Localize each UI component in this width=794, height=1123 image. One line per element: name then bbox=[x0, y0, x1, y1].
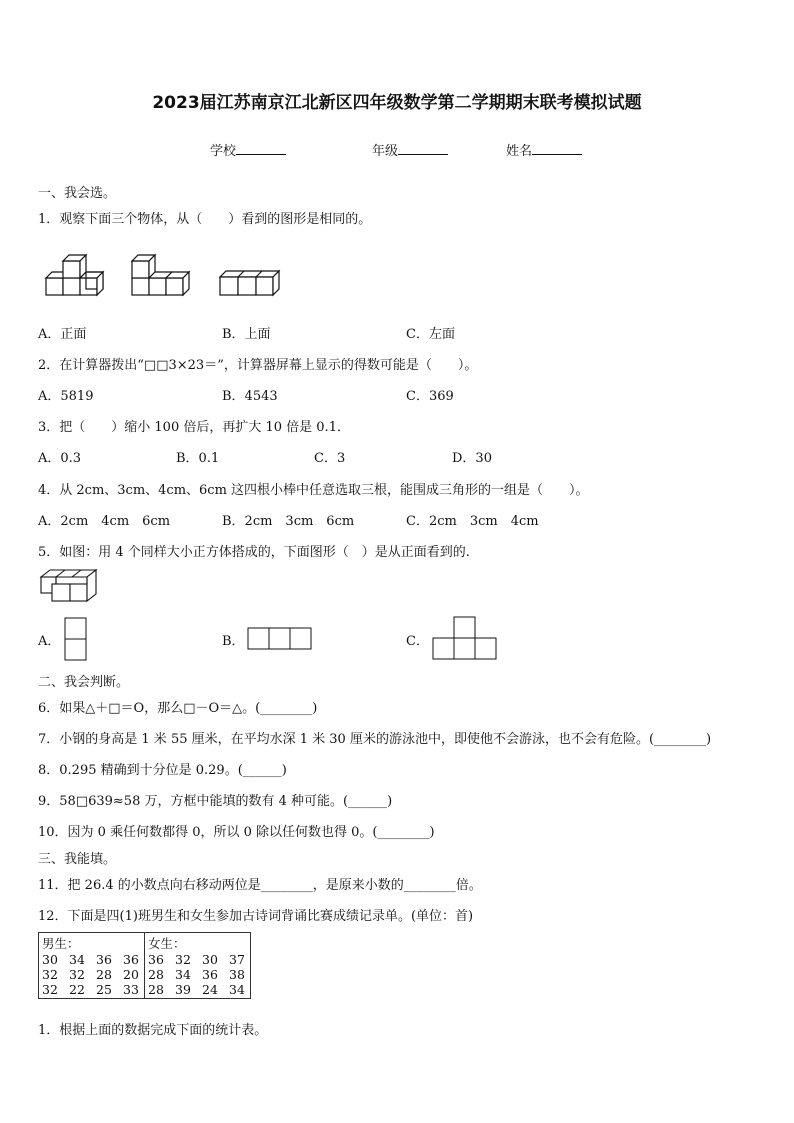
girls-scores: 女生： 36 32 30 37 28 34 36 38 28 39 24 34 bbox=[145, 933, 251, 999]
option-a: A．5819 bbox=[38, 389, 94, 404]
option-c: C．3 bbox=[314, 451, 346, 466]
option-c: C．左面 bbox=[406, 327, 455, 342]
option-c: C． bbox=[406, 634, 429, 649]
grade-field: 年级 bbox=[372, 140, 448, 159]
option-b: B． bbox=[222, 634, 245, 649]
cube-figure-2 bbox=[130, 250, 200, 300]
question-11: 11．把 26.4 的小数点向右移动两位是________，是原来小数的________倍。 bbox=[38, 878, 482, 893]
front-view-a bbox=[64, 617, 88, 663]
cube-figure-3 bbox=[218, 265, 288, 300]
section-heading: 一、我会选。 bbox=[38, 186, 117, 201]
girls-label: 女生： bbox=[148, 936, 186, 951]
front-view-c bbox=[432, 616, 498, 662]
option-c: C．369 bbox=[406, 389, 454, 404]
section-heading: 三、我能填。 bbox=[38, 852, 117, 867]
question-4: 4．从 2cm、3cm、4cm、6cm 这四根小棒中任意选取三根，能围成三角形的一组是（ ）。 bbox=[38, 483, 589, 498]
question-12: 12．下面是四(1)班男生和女生参加古诗词背诵比赛成绩记录单。(单位：首) bbox=[38, 909, 474, 924]
question-9: 9．58□639≈58 万，方框中能填的数有 4 种可能。(______) bbox=[38, 794, 393, 809]
cube-figure-q5 bbox=[38, 568, 100, 604]
option-b: B．0.1 bbox=[176, 451, 220, 466]
option-a: A． bbox=[38, 634, 61, 649]
front-view-b bbox=[247, 627, 313, 651]
option-b: B．2cm 3cm 6cm bbox=[222, 514, 355, 529]
school-field: 学校 bbox=[210, 140, 286, 159]
question-12-sub-1: 1．根据上面的数据完成下面的统计表。 bbox=[38, 1023, 268, 1038]
question-8: 8．0.295 精确到十分位是 0.29。(______) bbox=[38, 763, 287, 778]
question-1: 1．观察下面三个物体，从（ ）看到的图形是相同的。 bbox=[38, 212, 372, 227]
page-title: 2023届江苏南京江北新区四年级数学第二学期期末联考模拟试题 bbox=[152, 93, 642, 113]
name-field: 姓名 bbox=[506, 140, 582, 159]
option-b: B．4543 bbox=[222, 389, 278, 404]
question-3: 3．把（ ）缩小 100 倍后，再扩大 10 倍是 0.1． bbox=[38, 420, 350, 435]
question-2: 2．在计算器拨出“□□3×23＝”，计算器屏幕上显示的得数可能是（ ）。 bbox=[38, 358, 478, 373]
option-b: B．上面 bbox=[222, 327, 271, 342]
option-a: A．2cm 4cm 6cm bbox=[38, 514, 171, 529]
option-a: A．正面 bbox=[38, 327, 87, 342]
option-d: D．30 bbox=[452, 451, 492, 466]
boys-label: 男生： bbox=[42, 936, 80, 951]
section-heading: 二、我会判断。 bbox=[38, 675, 130, 690]
question-6: 6．如果△＋□＝O，那么□－O＝△。(________) bbox=[38, 701, 318, 716]
question-5: 5．如图：用 4 个同样大小正方体搭成的，下面图形（ ）是从正面看到的. bbox=[38, 545, 470, 560]
boys-scores: 男生： 30 34 36 36 32 32 28 20 32 22 25 33 bbox=[39, 933, 145, 999]
option-c: C．2cm 3cm 4cm bbox=[406, 514, 539, 529]
score-record-table bbox=[38, 932, 251, 999]
question-7: 7．小钢的身高是 1 米 55 厘米，在平均水深 1 米 30 厘米的游泳池中，即使他不会游泳，也不会有危险。(________) bbox=[38, 732, 712, 747]
question-10: 10．因为 0 乘任何数都得 0，所以 0 除以任何数也得 0。(________) bbox=[38, 825, 435, 840]
option-a: A．0.3 bbox=[38, 451, 82, 466]
